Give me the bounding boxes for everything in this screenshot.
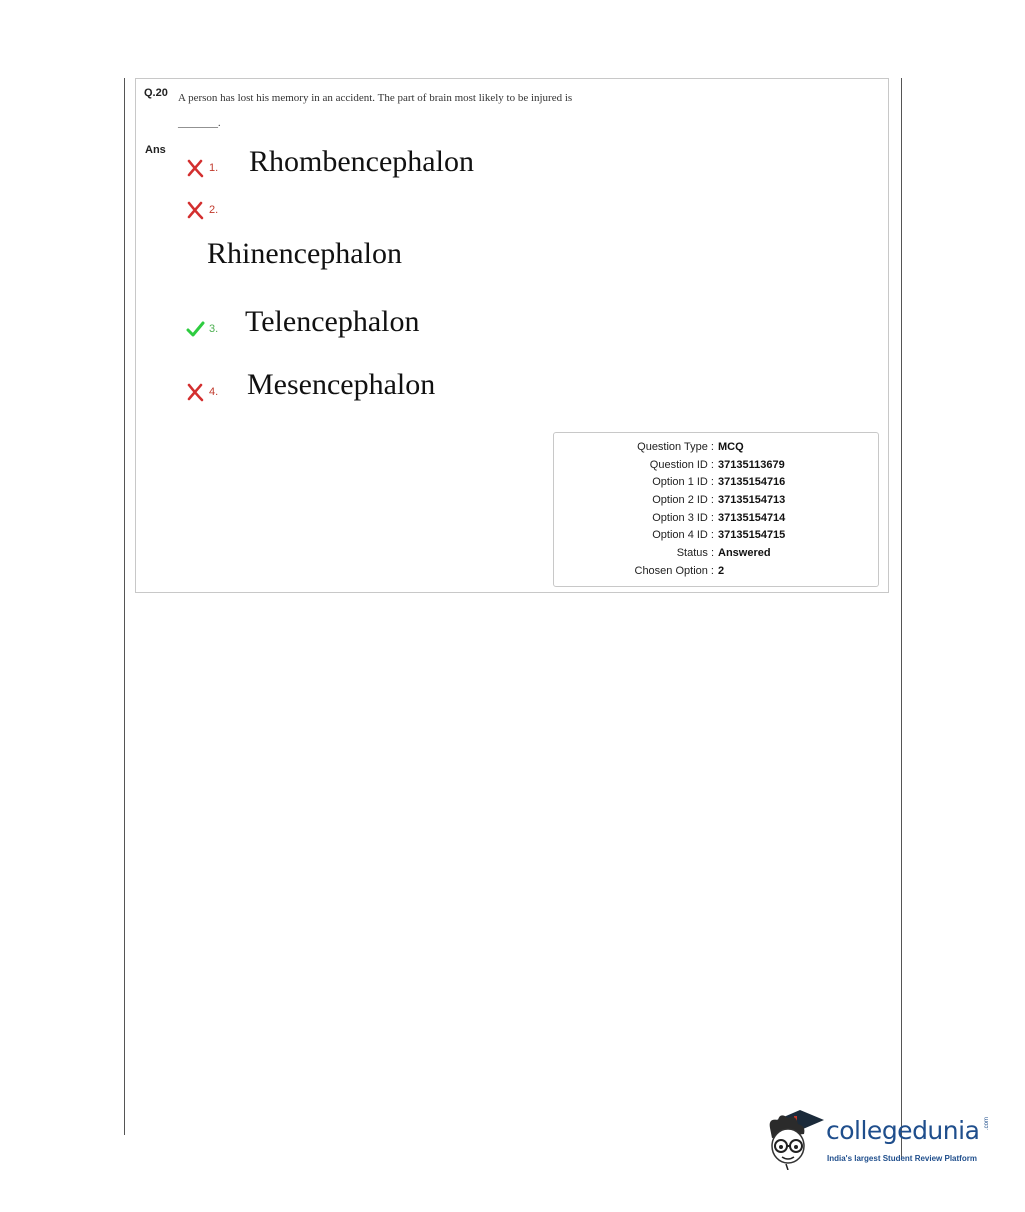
logo-wordmark: collegedunia: [826, 1116, 980, 1145]
option-2: [185, 200, 218, 220]
page-border-left: [124, 78, 125, 1135]
option-text: Rhombencephalon: [249, 145, 474, 178]
question-blank: ________.: [178, 118, 221, 129]
question-text: A person has lost his memory in an accident. The part of brain most likely to be injured is: [178, 92, 573, 104]
page-border-right: [901, 78, 902, 1158]
info-row-option-2-id: [554, 494, 878, 512]
cross-icon: [185, 158, 205, 178]
logo-suffix: .com: [984, 1116, 990, 1130]
info-value: 37135154715: [718, 529, 786, 541]
info-row-question-id: [554, 459, 878, 477]
info-key: Question Type :: [637, 441, 714, 453]
question-panel: [135, 78, 889, 593]
option-text: Telencephalon: [245, 305, 420, 338]
info-key: Option 3 ID :: [652, 512, 714, 524]
option-number: 4.: [209, 386, 219, 398]
info-value: Answered: [718, 547, 771, 559]
option-number: 3.: [209, 323, 219, 335]
info-key: Option 4 ID :: [652, 529, 714, 541]
option-4: [185, 382, 218, 402]
option-text: Mesencephalon: [247, 368, 436, 401]
collegedunia-logo: [766, 1104, 996, 1174]
info-value: 37135154716: [718, 476, 786, 488]
info-key: Status :: [676, 547, 714, 559]
info-value: MCQ: [718, 441, 744, 453]
info-row-option-4-id: [554, 529, 878, 547]
info-key: Chosen Option :: [634, 565, 714, 577]
info-value: 37135154714: [718, 512, 786, 524]
check-icon: [185, 319, 205, 339]
info-row-status: [554, 547, 878, 565]
info-value: 37135154713: [718, 494, 786, 506]
info-value: 37135113679: [718, 459, 785, 471]
answer-label: Ans: [145, 144, 166, 156]
cross-icon: [185, 382, 205, 402]
cross-icon: [185, 200, 205, 220]
logo-tagline: India's largest Student Review Platform: [827, 1154, 977, 1163]
option-number: 1.: [209, 162, 219, 174]
option-number: 2.: [209, 204, 219, 216]
info-key: Question ID :: [649, 459, 714, 471]
option-3: [185, 319, 218, 339]
info-row-chosen-option: [554, 565, 878, 583]
question-number: Q.20: [144, 87, 168, 99]
question-info-box: [553, 432, 879, 587]
info-key: Option 1 ID :: [652, 476, 714, 488]
info-row-option-3-id: [554, 512, 878, 530]
info-value: 2: [718, 565, 725, 577]
mascot-icon: [766, 1104, 824, 1170]
option-text: Rhinencephalon: [207, 237, 402, 270]
info-row-option-1-id: [554, 476, 878, 494]
option-1: [185, 158, 218, 178]
info-row-question-type: [554, 441, 878, 459]
info-key: Option 2 ID :: [652, 494, 714, 506]
